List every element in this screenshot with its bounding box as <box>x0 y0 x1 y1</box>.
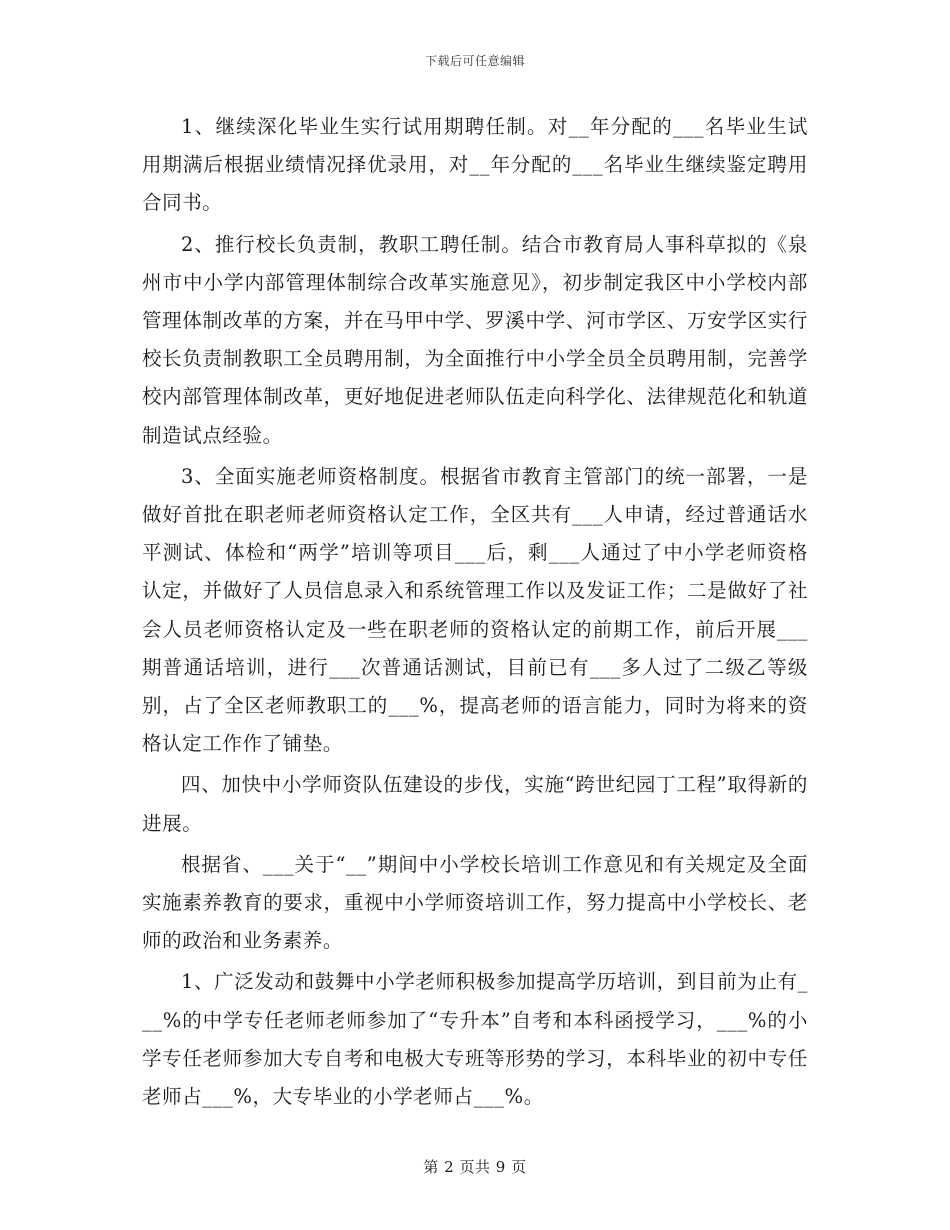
document-body <box>142 108 808 1119</box>
paragraph-3: 3、全面实施老师资格制度。根据省市教育主管部门的统一部署，一是做好首批在职老师老师资格认定工作，全区共有___人申请，经过普通话水平测试、体检和“两学”培训等项目___后，剩___人通过了中小学老师资格认定，并做好了人员信息录入和系统管理工作以及发证工作；二是做好了社会人员老师资格认定及一些在职老师的资格认定的前期工作，前后开展___期普通话培训，进行___次普通话测试，目前已有___多人过了二级乙等级别，占了全区老师教职工的___%，提高老师的语言能力，同时为将来的资格认定工作作了铺垫。 <box>142 464 808 756</box>
section-heading-4: 四、加快中小学师资队伍建设的步伐，实施“跨世纪园丁工程”取得新的进展。 <box>142 773 808 835</box>
paragraph-2: 2、推行校长负责制，教职工聘任制。结合市教育局人事科草拟的《泉州市中小学内部管理体制综合改革实施意见》，初步制定我区中小学校内部管理体制改革的方案，并在马甲中学、罗溪中学、河市学区、万安学区实行校长负责制教职工全员聘用制，为全面推行中小学全员全员聘用制，完善学校内部管理体制改革，更好地促进老师队伍走向科学化、法律规范化和轨道制造试点经验。 <box>142 232 808 447</box>
page-footer: 第 2 页共 9 页 <box>423 1158 527 1176</box>
page-header: 下载后可任意编辑 <box>424 54 525 68</box>
paragraph-6: 1、广泛发动和鼓舞中小学老师积极参加提高学历培训，到目前为止有___%的中学专任老师老师参加了“专升本”自考和本科函授学习，___%的小学专任老师参加大专自考和电极大专班等形势的学习，本科毕业的初中专任老师占___%，大专毕业的小学老师占___%。 <box>142 970 808 1109</box>
paragraph-1: 1、继续深化毕业生实行试用期聘任制。对__年分配的___名毕业生试用期满后根据业绩情况择优录用，对__年分配的___名毕业生继续鉴定聘用合同书。 <box>142 115 808 215</box>
paragraph-5: 根据省、___关于“__”期间中小学校长培训工作意见和有关规定及全面实施素养教育的要求，重视中小学师资培训工作，努力提高中小学校长、老师的政治和业务素养。 <box>142 852 808 953</box>
